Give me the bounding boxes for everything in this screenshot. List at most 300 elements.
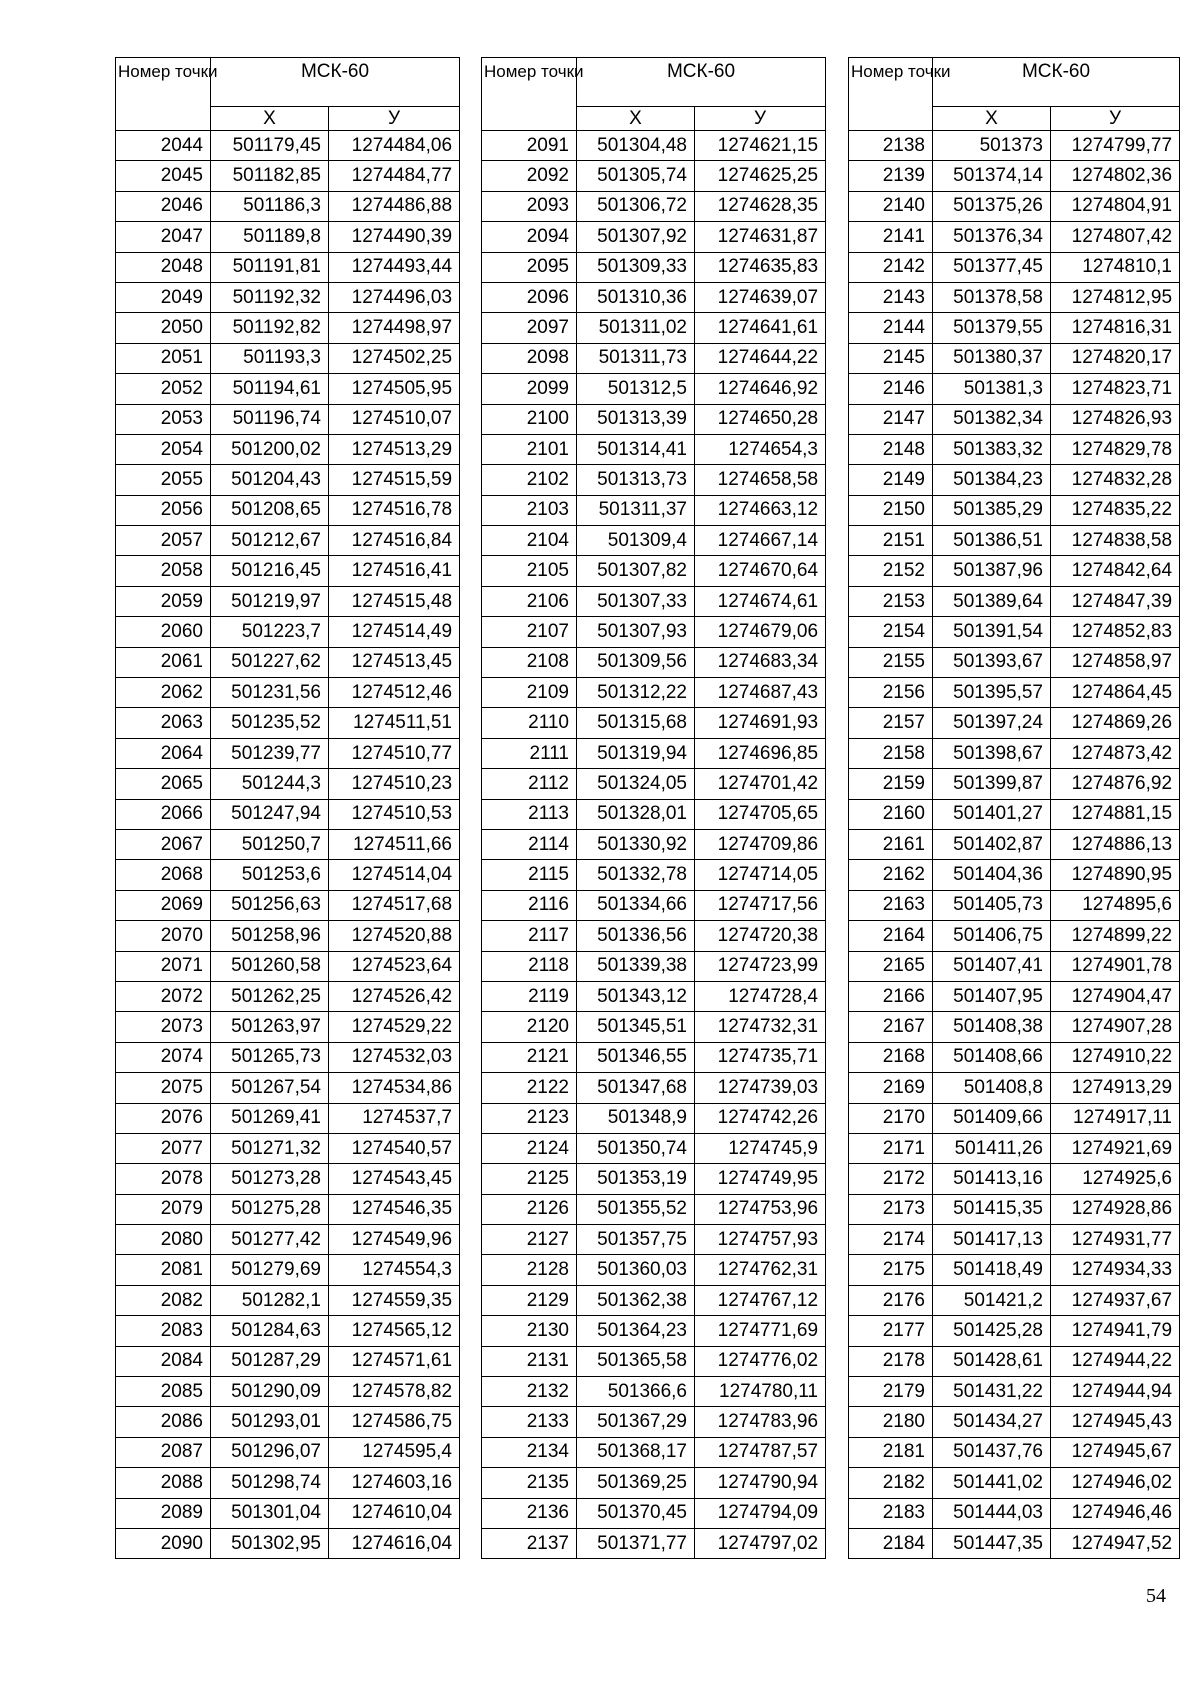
x-coordinate-cell: 501381,3 xyxy=(933,374,1051,404)
coordinates-table-3 xyxy=(848,57,1180,1559)
x-coordinate-cell: 501366,6 xyxy=(577,1377,695,1407)
y-coordinate-cell: 1274783,96 xyxy=(695,1407,826,1437)
table-row xyxy=(849,374,1180,404)
point-number-cell: 2067 xyxy=(116,829,211,859)
x-coordinate-cell: 501258,96 xyxy=(211,921,329,951)
y-coordinate-cell: 1274532,03 xyxy=(329,1042,460,1072)
y-coordinate-cell: 1274826,93 xyxy=(1051,404,1180,434)
x-coordinate-cell: 501277,42 xyxy=(211,1225,329,1255)
table-row xyxy=(116,769,460,799)
table-row xyxy=(482,1377,826,1407)
y-coordinate-cell: 1274787,57 xyxy=(695,1437,826,1467)
table-row xyxy=(116,860,460,890)
point-number-cell: 2125 xyxy=(482,1164,577,1194)
table-row xyxy=(482,526,826,556)
x-coordinate-cell: 501312,5 xyxy=(577,374,695,404)
x-coordinate-cell: 501411,26 xyxy=(933,1133,1051,1163)
y-coordinate-cell: 1274616,04 xyxy=(329,1528,460,1558)
table-row xyxy=(482,1225,826,1255)
y-header: У xyxy=(329,107,460,131)
point-number-cell: 2134 xyxy=(482,1437,577,1467)
y-coordinate-cell: 1274776,02 xyxy=(695,1346,826,1376)
x-coordinate-cell: 501256,63 xyxy=(211,890,329,920)
x-coordinate-cell: 501307,82 xyxy=(577,556,695,586)
y-coordinate-cell: 1274876,92 xyxy=(1051,769,1180,799)
y-coordinate-cell: 1274543,45 xyxy=(329,1164,460,1194)
table-row xyxy=(849,131,1180,161)
x-coordinate-cell: 501311,73 xyxy=(577,343,695,373)
x-coordinate-cell: 501441,02 xyxy=(933,1468,1051,1498)
y-coordinate-cell: 1274925,6 xyxy=(1051,1164,1180,1194)
point-number-cell: 2046 xyxy=(116,191,211,221)
x-coordinate-cell: 501275,28 xyxy=(211,1194,329,1224)
point-number-cell: 2098 xyxy=(482,343,577,373)
table-row xyxy=(482,769,826,799)
x-coordinate-cell: 501387,96 xyxy=(933,556,1051,586)
table-row xyxy=(849,1164,1180,1194)
table-row xyxy=(849,678,1180,708)
y-coordinate-cell: 1274520,88 xyxy=(329,921,460,951)
point-number-cell: 2148 xyxy=(849,434,933,464)
y-coordinate-cell: 1274516,41 xyxy=(329,556,460,586)
x-coordinate-cell: 501313,73 xyxy=(577,465,695,495)
table-row xyxy=(116,1346,460,1376)
y-coordinate-cell: 1274493,44 xyxy=(329,252,460,282)
x-coordinate-cell: 501312,22 xyxy=(577,678,695,708)
x-coordinate-cell: 501417,13 xyxy=(933,1225,1051,1255)
x-coordinate-cell: 501179,45 xyxy=(211,131,329,161)
table-row xyxy=(849,799,1180,829)
table-row xyxy=(849,1468,1180,1498)
point-number-cell: 2108 xyxy=(482,647,577,677)
y-coordinate-cell: 1274767,12 xyxy=(695,1285,826,1315)
y-coordinate-cell: 1274537,7 xyxy=(329,1103,460,1133)
x-coordinate-cell: 501421,2 xyxy=(933,1285,1051,1315)
table-row xyxy=(849,465,1180,495)
x-coordinate-cell: 501296,07 xyxy=(211,1437,329,1467)
y-coordinate-cell: 1274505,95 xyxy=(329,374,460,404)
table-body xyxy=(849,58,1180,1559)
table-row xyxy=(849,829,1180,859)
y-coordinate-cell: 1274510,77 xyxy=(329,738,460,768)
y-coordinate-cell: 1274554,3 xyxy=(329,1255,460,1285)
x-coordinate-cell: 501408,38 xyxy=(933,1012,1051,1042)
x-coordinate-cell: 501231,56 xyxy=(211,678,329,708)
x-coordinate-cell: 501369,25 xyxy=(577,1468,695,1498)
x-coordinate-cell: 501343,12 xyxy=(577,981,695,1011)
y-coordinate-cell: 1274899,22 xyxy=(1051,921,1180,951)
x-coordinate-cell: 501328,01 xyxy=(577,799,695,829)
x-coordinate-cell: 501413,16 xyxy=(933,1164,1051,1194)
point-number-cell: 2103 xyxy=(482,495,577,525)
table-row xyxy=(482,434,826,464)
table-row xyxy=(116,404,460,434)
point-number-cell: 2144 xyxy=(849,313,933,343)
y-coordinate-cell: 1274663,12 xyxy=(695,495,826,525)
x-coordinate-cell: 501194,61 xyxy=(211,374,329,404)
table-row xyxy=(849,1103,1180,1133)
table-row xyxy=(116,1316,460,1346)
y-coordinate-cell: 1274735,71 xyxy=(695,1042,826,1072)
x-coordinate-cell: 501311,37 xyxy=(577,495,695,525)
y-coordinate-cell: 1274523,64 xyxy=(329,951,460,981)
table-row xyxy=(482,1316,826,1346)
x-coordinate-cell: 501367,29 xyxy=(577,1407,695,1437)
x-coordinate-cell: 501377,45 xyxy=(933,252,1051,282)
point-number-cell: 2104 xyxy=(482,526,577,556)
y-coordinate-cell: 1274944,22 xyxy=(1051,1346,1180,1376)
x-coordinate-cell: 501309,4 xyxy=(577,526,695,556)
y-coordinate-cell: 1274515,59 xyxy=(329,465,460,495)
table-row xyxy=(116,282,460,312)
y-coordinate-cell: 1274595,4 xyxy=(329,1437,460,1467)
x-coordinate-cell: 501324,05 xyxy=(577,769,695,799)
x-coordinate-cell: 501301,04 xyxy=(211,1498,329,1528)
point-number-cell: 2154 xyxy=(849,617,933,647)
point-number-cell: 2088 xyxy=(116,1468,211,1498)
x-coordinate-cell: 501393,67 xyxy=(933,647,1051,677)
x-coordinate-cell: 501397,24 xyxy=(933,708,1051,738)
point-number-cell: 2081 xyxy=(116,1255,211,1285)
point-number-cell: 2078 xyxy=(116,1164,211,1194)
table-row xyxy=(849,1225,1180,1255)
table-row xyxy=(482,647,826,677)
y-coordinate-cell: 1274895,6 xyxy=(1051,890,1180,920)
x-coordinate-cell: 501395,57 xyxy=(933,678,1051,708)
x-coordinate-cell: 501309,56 xyxy=(577,647,695,677)
y-coordinate-cell: 1274812,95 xyxy=(1051,282,1180,312)
x-coordinate-cell: 501186,3 xyxy=(211,191,329,221)
table-row xyxy=(482,1285,826,1315)
table-row xyxy=(849,708,1180,738)
point-number-cell: 2051 xyxy=(116,343,211,373)
x-coordinate-cell: 501407,41 xyxy=(933,951,1051,981)
x-coordinate-cell: 501271,32 xyxy=(211,1133,329,1163)
table-row xyxy=(849,981,1180,1011)
point-number-cell: 2139 xyxy=(849,161,933,191)
table-row xyxy=(849,647,1180,677)
point-number-cell: 2132 xyxy=(482,1377,577,1407)
y-coordinate-cell: 1274847,39 xyxy=(1051,586,1180,616)
y-coordinate-cell: 1274691,93 xyxy=(695,708,826,738)
point-number-cell: 2085 xyxy=(116,1377,211,1407)
coordinate-system-header: МСК-60 xyxy=(933,58,1180,107)
y-coordinate-cell: 1274571,61 xyxy=(329,1346,460,1376)
x-coordinate-cell: 501253,6 xyxy=(211,860,329,890)
table-row xyxy=(116,526,460,556)
x-coordinate-cell: 501444,03 xyxy=(933,1498,1051,1528)
x-coordinate-cell: 501447,35 xyxy=(933,1528,1051,1558)
point-number-cell: 2169 xyxy=(849,1073,933,1103)
table-row xyxy=(849,1346,1180,1376)
point-number-cell: 2165 xyxy=(849,951,933,981)
table-body xyxy=(116,58,460,1559)
table-row xyxy=(482,252,826,282)
table-row xyxy=(849,921,1180,951)
point-number-cell: 2167 xyxy=(849,1012,933,1042)
table-row xyxy=(116,799,460,829)
table-row xyxy=(849,1437,1180,1467)
x-coordinate-cell: 501374,14 xyxy=(933,161,1051,191)
y-coordinate-cell: 1274864,45 xyxy=(1051,678,1180,708)
y-coordinate-cell: 1274484,06 xyxy=(329,131,460,161)
y-coordinate-cell: 1274486,88 xyxy=(329,191,460,221)
x-coordinate-cell: 501307,92 xyxy=(577,222,695,252)
y-coordinate-cell: 1274921,69 xyxy=(1051,1133,1180,1163)
y-coordinate-cell: 1274496,03 xyxy=(329,282,460,312)
x-coordinate-cell: 501407,95 xyxy=(933,981,1051,1011)
table-row xyxy=(482,1194,826,1224)
point-number-cell: 2163 xyxy=(849,890,933,920)
x-header: X xyxy=(577,107,695,131)
table-row xyxy=(849,1407,1180,1437)
table-row xyxy=(482,860,826,890)
table-row xyxy=(116,647,460,677)
y-coordinate-cell: 1274696,85 xyxy=(695,738,826,768)
point-number-cell: 2113 xyxy=(482,799,577,829)
table-row xyxy=(849,282,1180,312)
table-row xyxy=(849,161,1180,191)
point-number-cell: 2097 xyxy=(482,313,577,343)
x-coordinate-cell: 501373 xyxy=(933,131,1051,161)
table-row xyxy=(482,708,826,738)
point-number-cell: 2153 xyxy=(849,586,933,616)
y-coordinate-cell: 1274904,47 xyxy=(1051,981,1180,1011)
point-number-cell: 2131 xyxy=(482,1346,577,1376)
x-coordinate-cell: 501401,27 xyxy=(933,799,1051,829)
x-coordinate-cell: 501332,78 xyxy=(577,860,695,890)
y-coordinate-cell: 1274514,49 xyxy=(329,617,460,647)
table-row xyxy=(116,586,460,616)
x-coordinate-cell: 501262,25 xyxy=(211,981,329,1011)
point-number-cell: 2152 xyxy=(849,556,933,586)
table-row xyxy=(116,1255,460,1285)
table-row xyxy=(849,404,1180,434)
table-row xyxy=(482,799,826,829)
point-number-cell: 2047 xyxy=(116,222,211,252)
point-number-header: Номер точки xyxy=(482,58,577,131)
table-row xyxy=(116,708,460,738)
x-coordinate-cell: 501216,45 xyxy=(211,556,329,586)
y-coordinate-cell: 1274931,77 xyxy=(1051,1225,1180,1255)
y-coordinate-cell: 1274945,43 xyxy=(1051,1407,1180,1437)
y-coordinate-cell: 1274529,22 xyxy=(329,1012,460,1042)
x-coordinate-cell: 501310,36 xyxy=(577,282,695,312)
table-row xyxy=(849,495,1180,525)
y-coordinate-cell: 1274804,91 xyxy=(1051,191,1180,221)
x-coordinate-cell: 501431,22 xyxy=(933,1377,1051,1407)
point-number-cell: 2183 xyxy=(849,1498,933,1528)
point-number-cell: 2064 xyxy=(116,738,211,768)
y-coordinate-cell: 1274631,87 xyxy=(695,222,826,252)
x-coordinate-cell: 501191,81 xyxy=(211,252,329,282)
y-coordinate-cell: 1274517,68 xyxy=(329,890,460,920)
y-coordinate-cell: 1274739,03 xyxy=(695,1073,826,1103)
y-coordinate-cell: 1274701,42 xyxy=(695,769,826,799)
y-coordinate-cell: 1274799,77 xyxy=(1051,131,1180,161)
x-coordinate-cell: 501399,87 xyxy=(933,769,1051,799)
point-number-cell: 2184 xyxy=(849,1528,933,1558)
point-number-cell: 2054 xyxy=(116,434,211,464)
table-row xyxy=(482,1255,826,1285)
point-number-cell: 2070 xyxy=(116,921,211,951)
table-row xyxy=(116,1073,460,1103)
x-coordinate-cell: 501398,67 xyxy=(933,738,1051,768)
x-coordinate-cell: 501434,27 xyxy=(933,1407,1051,1437)
x-coordinate-cell: 501307,93 xyxy=(577,617,695,647)
table-row xyxy=(849,1133,1180,1163)
x-coordinate-cell: 501389,64 xyxy=(933,586,1051,616)
x-coordinate-cell: 501391,54 xyxy=(933,617,1051,647)
y-coordinate-cell: 1274650,28 xyxy=(695,404,826,434)
x-coordinate-cell: 501383,32 xyxy=(933,434,1051,464)
point-number-cell: 2112 xyxy=(482,769,577,799)
y-coordinate-cell: 1274917,11 xyxy=(1051,1103,1180,1133)
table-row xyxy=(482,495,826,525)
x-coordinate-cell: 501418,49 xyxy=(933,1255,1051,1285)
y-coordinate-cell: 1274732,31 xyxy=(695,1012,826,1042)
y-coordinate-cell: 1274683,34 xyxy=(695,647,826,677)
y-coordinate-cell: 1274838,58 xyxy=(1051,526,1180,556)
point-number-cell: 2155 xyxy=(849,647,933,677)
point-number-cell: 2174 xyxy=(849,1225,933,1255)
point-number-cell: 2180 xyxy=(849,1407,933,1437)
x-coordinate-cell: 501305,74 xyxy=(577,161,695,191)
table-row xyxy=(849,1377,1180,1407)
x-coordinate-cell: 501298,74 xyxy=(211,1468,329,1498)
y-coordinate-cell: 1274534,86 xyxy=(329,1073,460,1103)
table-row xyxy=(116,1285,460,1315)
point-number-cell: 2099 xyxy=(482,374,577,404)
point-number-header: Номер точки xyxy=(116,58,211,131)
x-coordinate-cell: 501384,23 xyxy=(933,465,1051,495)
x-coordinate-cell: 501212,67 xyxy=(211,526,329,556)
table-row xyxy=(849,1498,1180,1528)
table-row xyxy=(116,131,460,161)
x-coordinate-cell: 501250,7 xyxy=(211,829,329,859)
point-number-cell: 2117 xyxy=(482,921,577,951)
x-coordinate-cell: 501405,73 xyxy=(933,890,1051,920)
point-number-cell: 2170 xyxy=(849,1103,933,1133)
point-number-cell: 2101 xyxy=(482,434,577,464)
x-coordinate-cell: 501339,38 xyxy=(577,951,695,981)
x-coordinate-cell: 501307,33 xyxy=(577,586,695,616)
x-coordinate-cell: 501386,51 xyxy=(933,526,1051,556)
x-coordinate-cell: 501204,43 xyxy=(211,465,329,495)
point-number-cell: 2126 xyxy=(482,1194,577,1224)
x-coordinate-cell: 501371,77 xyxy=(577,1528,695,1558)
y-header: У xyxy=(1051,107,1180,131)
y-coordinate-cell: 1274513,45 xyxy=(329,647,460,677)
point-number-cell: 2087 xyxy=(116,1437,211,1467)
x-coordinate-cell: 501360,03 xyxy=(577,1255,695,1285)
y-coordinate-cell: 1274709,86 xyxy=(695,829,826,859)
x-coordinate-cell: 501208,65 xyxy=(211,495,329,525)
y-coordinate-cell: 1274910,22 xyxy=(1051,1042,1180,1072)
point-number-cell: 2121 xyxy=(482,1042,577,1072)
table-row xyxy=(116,495,460,525)
y-coordinate-cell: 1274749,95 xyxy=(695,1164,826,1194)
table-row xyxy=(849,951,1180,981)
table-row xyxy=(849,222,1180,252)
y-coordinate-cell: 1274679,06 xyxy=(695,617,826,647)
y-coordinate-cell: 1274635,83 xyxy=(695,252,826,282)
x-coordinate-cell: 501350,74 xyxy=(577,1133,695,1163)
point-number-cell: 2172 xyxy=(849,1164,933,1194)
point-number-cell: 2061 xyxy=(116,647,211,677)
y-coordinate-cell: 1274890,95 xyxy=(1051,860,1180,890)
point-number-cell: 2066 xyxy=(116,799,211,829)
point-number-cell: 2162 xyxy=(849,860,933,890)
point-number-cell: 2176 xyxy=(849,1285,933,1315)
x-coordinate-cell: 501192,32 xyxy=(211,282,329,312)
point-number-cell: 2068 xyxy=(116,860,211,890)
y-coordinate-cell: 1274820,17 xyxy=(1051,343,1180,373)
point-number-cell: 2089 xyxy=(116,1498,211,1528)
y-coordinate-cell: 1274628,35 xyxy=(695,191,826,221)
table-row xyxy=(482,1073,826,1103)
y-coordinate-cell: 1274526,42 xyxy=(329,981,460,1011)
point-number-cell: 2114 xyxy=(482,829,577,859)
table-row xyxy=(482,556,826,586)
point-number-cell: 2090 xyxy=(116,1528,211,1558)
x-coordinate-cell: 501379,55 xyxy=(933,313,1051,343)
table-row xyxy=(116,981,460,1011)
y-coordinate-cell: 1274667,14 xyxy=(695,526,826,556)
x-coordinate-cell: 501239,77 xyxy=(211,738,329,768)
y-coordinate-cell: 1274907,28 xyxy=(1051,1012,1180,1042)
table-row xyxy=(849,1012,1180,1042)
table-row xyxy=(116,252,460,282)
x-coordinate-cell: 501304,48 xyxy=(577,131,695,161)
y-coordinate-cell: 1274869,26 xyxy=(1051,708,1180,738)
table-row xyxy=(849,1316,1180,1346)
y-coordinate-cell: 1274835,22 xyxy=(1051,495,1180,525)
table-row xyxy=(482,131,826,161)
y-coordinate-cell: 1274934,33 xyxy=(1051,1255,1180,1285)
point-number-cell: 2102 xyxy=(482,465,577,495)
y-coordinate-cell: 1274807,42 xyxy=(1051,222,1180,252)
y-coordinate-cell: 1274823,71 xyxy=(1051,374,1180,404)
y-coordinate-cell: 1274674,61 xyxy=(695,586,826,616)
x-coordinate-cell: 501437,76 xyxy=(933,1437,1051,1467)
x-coordinate-cell: 501247,94 xyxy=(211,799,329,829)
table-row xyxy=(849,1528,1180,1558)
point-number-cell: 2179 xyxy=(849,1377,933,1407)
y-coordinate-cell: 1274852,83 xyxy=(1051,617,1180,647)
table-row xyxy=(482,222,826,252)
table-row xyxy=(116,191,460,221)
x-coordinate-cell: 501189,8 xyxy=(211,222,329,252)
x-coordinate-cell: 501370,45 xyxy=(577,1498,695,1528)
page-number: 54 xyxy=(1146,1585,1166,1607)
table-row xyxy=(482,1133,826,1163)
point-number-cell: 2071 xyxy=(116,951,211,981)
x-coordinate-cell: 501404,36 xyxy=(933,860,1051,890)
point-number-cell: 2055 xyxy=(116,465,211,495)
point-number-cell: 2105 xyxy=(482,556,577,586)
point-number-cell: 2160 xyxy=(849,799,933,829)
x-coordinate-cell: 501219,97 xyxy=(211,586,329,616)
x-coordinate-cell: 501235,52 xyxy=(211,708,329,738)
header-row xyxy=(482,58,826,107)
y-coordinate-cell: 1274621,15 xyxy=(695,131,826,161)
x-coordinate-cell: 501287,29 xyxy=(211,1346,329,1376)
y-coordinate-cell: 1274510,07 xyxy=(329,404,460,434)
y-coordinate-cell: 1274873,42 xyxy=(1051,738,1180,768)
x-coordinate-cell: 501346,55 xyxy=(577,1042,695,1072)
point-number-cell: 2171 xyxy=(849,1133,933,1163)
